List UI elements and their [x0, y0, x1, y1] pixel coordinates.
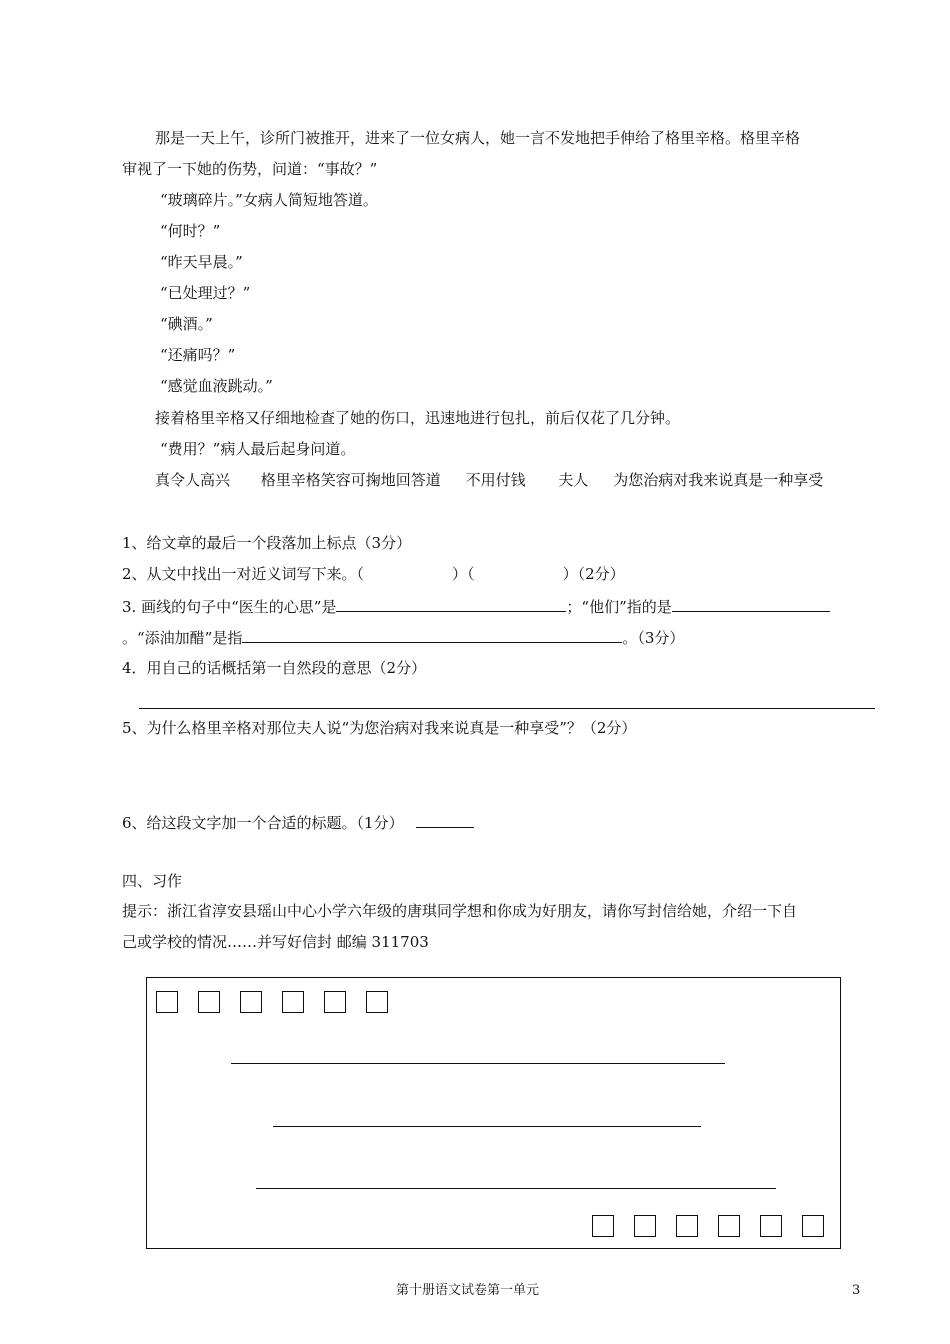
section-heading: 四、习作: [122, 872, 183, 890]
passage-line: 审视了一下她的伤势，问道：“事故？”: [122, 160, 378, 178]
answer-blank[interactable]: [242, 626, 622, 643]
postcode-box[interactable]: [634, 1215, 656, 1237]
answer-blank[interactable]: [416, 811, 474, 828]
postcode-box[interactable]: [366, 991, 388, 1013]
answer-blank[interactable]: [336, 595, 566, 612]
phrase: 真令人高兴: [155, 471, 231, 489]
passage-line: 那是一天上午，诊所门被推开，进来了一位女病人，她一言不发地把手伸给了格里辛格。格里辛格: [155, 129, 801, 147]
postcode-box[interactable]: [802, 1215, 824, 1237]
postcode-box[interactable]: [718, 1215, 740, 1237]
phrase: 不用付钱: [465, 471, 526, 489]
postcode-box[interactable]: [324, 991, 346, 1013]
question-1: 1、给文章的最后一个段落加上标点（3分）: [122, 534, 412, 552]
dialogue-line: “费用？”病人最后起身问道。: [160, 440, 356, 458]
postcode-box[interactable]: [198, 991, 220, 1013]
dialogue-line: “玻璃碎片。”女病人简短地答道。: [160, 191, 378, 209]
dialogue-line: “碘酒。”: [160, 315, 213, 333]
postcode-box[interactable]: [760, 1215, 782, 1237]
answer-blank[interactable]: [672, 595, 830, 612]
dialogue-line: “感觉血液跳动。”: [160, 377, 273, 395]
phrase: 格里辛格笑容可掬地回答道: [260, 471, 441, 489]
postcode-box[interactable]: [676, 1215, 698, 1237]
question-3-line1: 3. 画线的句子中“医生的心思”是 ；“他们”指的是: [122, 595, 830, 617]
sender-address-line[interactable]: [256, 1188, 776, 1189]
recipient-name-line[interactable]: [273, 1126, 701, 1127]
dialogue-line: “还痛吗？”: [160, 346, 236, 364]
question-5: 5、为什么格里辛格对那位夫人说“为您治病对我来说真是一种享受”？（2分）: [122, 719, 637, 737]
question-2: 2、从文中找出一对近义词写下来。（ ）（ ）（2分）: [122, 565, 625, 583]
dialogue-line: “已处理过？”: [160, 284, 251, 302]
dialogue-line: “昨天早晨。”: [160, 253, 243, 271]
phrase: 夫人: [558, 471, 589, 489]
postcode-box[interactable]: [156, 991, 178, 1013]
envelope: [146, 977, 841, 1249]
answer-line[interactable]: [139, 708, 875, 709]
question-6: 6、给这段文字加一个合适的标题。（1分）: [122, 811, 474, 833]
phrase: 为您治病对我来说真是一种享受: [613, 471, 824, 489]
page-number: 3: [852, 1283, 861, 1298]
dialogue-line: “何时？”: [160, 222, 221, 240]
unpunctuated-line: [155, 470, 823, 490]
section-prompt: 己或学校的情况……并写好信封 邮编 311703: [122, 933, 429, 951]
passage-line: 接着格里辛格又仔细地检查了她的伤口，迅速地进行包扎，前后仅花了几分钟。: [155, 409, 681, 427]
section-prompt: 提示：浙江省淳安县瑶山中心小学六年级的唐琪同学想和你成为好朋友，请你写封信给她，介绍一下自: [122, 902, 798, 920]
postcode-box[interactable]: [282, 991, 304, 1013]
question-3-line2: 。“添油加醋”是指 。（3分）: [122, 626, 684, 648]
postcode-box[interactable]: [240, 991, 262, 1013]
postcode-box[interactable]: [592, 1215, 614, 1237]
footer-title: 第十册语文试卷第一单元: [396, 1283, 540, 1298]
recipient-address-line[interactable]: [231, 1063, 725, 1064]
question-4: 4．用自己的话概括第一自然段的意思（2分）: [122, 659, 427, 677]
